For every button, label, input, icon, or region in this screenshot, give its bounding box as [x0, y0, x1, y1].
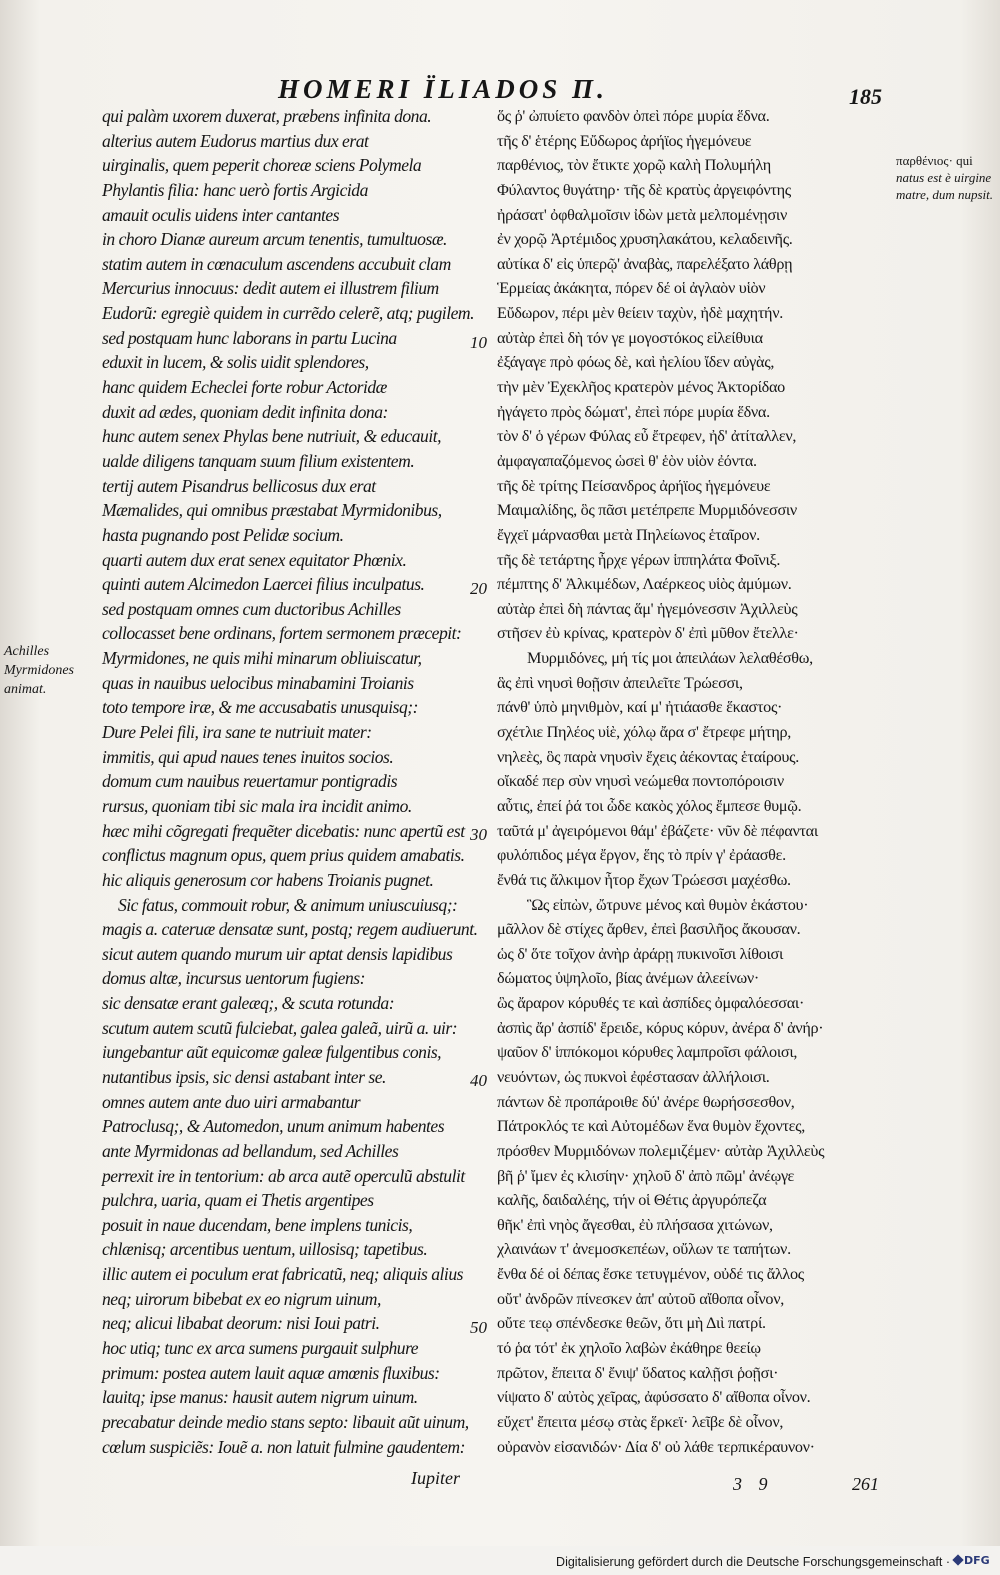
- greek-line: πάντων δὲ προπάροιθε δύ' ἀνέρε θωρήσσεσθον,: [497, 1092, 795, 1111]
- latin-line: ante Myrmidonas ad bellandum, sed Achilles: [102, 1140, 399, 1161]
- greek-line: ταῦτά μ' ἀγειρόμενοι θάμ' ἐβάζετε· νῦν δὲ πέφανται: [497, 821, 818, 840]
- latin-line: omnes autem ante duo uiri armabantur: [102, 1091, 361, 1112]
- latin-line: primum: postea autem lauit aquæ amœnis fluxibus:: [102, 1362, 440, 1383]
- greek-line: οὔτ' ἀνδρῶν πίνεσκεν ἀπ' αὐτοῦ αἴθοπα οἶνον,: [497, 1289, 784, 1308]
- page-number: 185: [849, 84, 882, 109]
- greek-line: ἀσπὶς ἄρ' ἀσπίδ' ἔρειδε, κόρυς κόρυν, ἀνέρα δ' ἀνήρ·: [497, 1018, 824, 1037]
- greek-line: πρῶτον, ἔπειτα δ' ἔνιψ' ὕδατος καλῇσι ῥοῇσι·: [497, 1363, 779, 1382]
- dfg-logo-text: DFG: [964, 1554, 990, 1567]
- greek-line: ἠράσατ' ὀφθαλμοῖσιν ἰδὼν μετὰ μελπομένῃσιν: [497, 205, 787, 224]
- latin-line: immitis, qui apud naues tenes inuitos socios.: [102, 746, 394, 767]
- latin-line: amauit oculis uidens inter cantantes: [102, 204, 340, 225]
- latin-line: collocasset bene ordinans, fortem sermonem præcepit:: [102, 623, 462, 644]
- latin-line: rursus, quoniam tibi sic mala ira incidit animo.: [102, 795, 412, 816]
- latin-line: sed postquam omnes cum ductoribus Achilles: [102, 598, 401, 619]
- greek-line: Μαιμαλίδης, ὃς πᾶσι μετέπρεπε Μυρμιδόνεσσιν: [497, 501, 797, 520]
- greek-line: Πάτροκλός τε καὶ Αὐτομέδων ἕνα θυμὸν ἔχοντες,: [497, 1117, 806, 1136]
- latin-line: hunc autem senex Phylas bene nutriuit, & educauit,: [102, 426, 442, 447]
- latin-line: hoc utiq; tunc ex arca sumens purgauit sulphure: [102, 1338, 419, 1359]
- latin-line: precabatur deinde medio stans septo: libauit aũt uinum,: [102, 1411, 469, 1432]
- greek-line: ψαῦον δ' ἱππόκομοι κόρυθες λαμπροῖσι φάλοισι,: [497, 1043, 798, 1062]
- greek-line: σχέτλιε Πηλέος υἱὲ, χόλῳ ἄρα σ' ἔτρεφε μήτηρ,: [497, 723, 792, 742]
- greek-line: ἐξάγαγε πρὸ φόως δὲ, καὶ ἠελίου ἴδεν αὐγὰς,: [497, 353, 775, 372]
- latin-line: Sic fatus, commouit robur, & animum uniuscuiusq;:: [118, 894, 458, 915]
- latin-line: scutum autem scutũ fulciebat, galea galeã, uirũ a. uir:: [102, 1017, 458, 1038]
- funding-credit: Digitalisierung gefördert durch die Deutsche Forschungsgemeinschaft ·: [556, 1555, 950, 1569]
- line-number: 40: [470, 1071, 487, 1090]
- latin-line: quas in nauibus uelocibus minabamini Troianis: [102, 672, 414, 693]
- latin-line: Mercurius innocuus: dedit autem ei illustrem filium: [102, 278, 439, 299]
- greek-line: Μυρμιδόνες, μή τίς μοι ἀπειλάων λελαθέσθω,: [527, 649, 813, 668]
- greek-line: αὐτίκα δ' εἰς ὑπερῷ' ἀναβὰς, παρελέξατο λάθρῃ: [497, 254, 793, 273]
- greek-line: ὡς δ' ὅτε τοῖχον ἀνὴρ ἀράρῃ πυκινοῖσι λίθοισι: [497, 944, 783, 963]
- latin-line: quarti autem dux erat senex equitator Phœnix.: [102, 549, 407, 570]
- greek-line: ἔγχεϊ μάρνασθαι μετὰ Πηλείωνος ἑταῖρον.: [497, 525, 760, 544]
- greek-line: καλῆς, δαιδαλέης, τήν οἱ Θέτις ἀργυρόπεζα: [497, 1191, 767, 1210]
- greek-line: τὴν μὲν Ἐχεκλῆος κρατερὸν μένος Ἀκτορίδαο: [497, 378, 785, 397]
- greek-line: θῆκ' ἐπὶ νηὸς ἄγεσθαι, ἐὺ πλήσασα χιτώνων,: [497, 1215, 773, 1234]
- latin-line: alterius autem Eudorus martius dux erat: [102, 130, 369, 151]
- greek-line: πρόσθεν Μυρμιδόνων πολεμιζέμεν· αὐτὰρ Ἀχιλλεὺς: [497, 1141, 825, 1160]
- greek-line: ἠγάγετο πρὸς δώματ', ἐπεὶ πόρε μυρία ἕδνα.: [497, 402, 770, 421]
- greek-line: νίψατο δ' αὐτὸς χεῖρας, ἀφύσσατο δ' αἴθοπα οἶνον.: [497, 1388, 811, 1407]
- greek-text-column: [497, 104, 877, 1459]
- latin-line: perrexit ire in tentorium: ab arca autẽ operculũ abstulit: [102, 1165, 465, 1186]
- latin-line: Eudorũ: egregiè quidem in currẽdo celerẽ, atq; pugilem.: [102, 303, 475, 324]
- greek-line: οὐρανὸν εἰσανιδών· Δία δ' οὐ λάθε τερπικέραυνον·: [497, 1437, 815, 1456]
- latin-line: sed postquam hunc laborans in partu Lucina: [102, 327, 397, 348]
- greek-line: τῆς δὲ τρίτης Πείσανδρος ἀρήϊος ἡγεμόνευε: [497, 476, 771, 495]
- greek-line: βῆ ῥ' ἴμεν ἐς κλισίην· χηλοῦ δ' ἀπὸ πῶμ' ἀνέῳγε: [497, 1166, 795, 1185]
- greek-line: ἐν χορῷ Ἀρτέμιδος χρυσηλακάτου, κελαδεινῆς.: [497, 230, 793, 249]
- greek-line: τῆς δὲ τετάρτης ἦρχε γέρων ἱππηλάτα Φοῖνιξ.: [497, 550, 781, 569]
- latin-line: magis a. cateruæ densatæ sunt, postq; regem audiuerunt.: [102, 919, 478, 940]
- latin-line: Patroclusq;, & Automedon, unum animum habentes: [102, 1116, 445, 1137]
- latin-line: illic autem ei poculum erat fabricatũ, neq; aliquis alius: [102, 1264, 463, 1285]
- latin-line: Myrmidones, ne quis mihi minarum obliuiscatur,: [102, 648, 422, 669]
- dfg-logo[interactable]: [954, 1553, 992, 1569]
- greek-line: οἴκαδέ περ σὺν νηυσὶ νεώμεθα ποντοπόροισιν: [497, 772, 784, 791]
- latin-line: tertij autem Pisandrus bellicosus dux erat: [102, 475, 376, 496]
- folio-mark: 261: [852, 1474, 879, 1494]
- latin-line: Dure Pelei fili, ira sane te nutriuit mater:: [102, 722, 372, 743]
- catchword: Iupiter: [411, 1468, 460, 1488]
- greek-line: πάνθ' ὑπὸ μηνιθμὸν, καί μ' ἠτιάασθε ἕκαστος·: [497, 698, 783, 717]
- latin-line: hasta pugnando post Pelidæ socium.: [102, 524, 344, 545]
- greek-line: ὅς ῥ' ὠπυίετο φανδὸν ὀπεὶ πόρε μυρία ἕδνα.: [497, 107, 770, 125]
- line-number: 10: [470, 333, 487, 352]
- margin-note-right-greek: παρθένιος· qui: [896, 153, 973, 168]
- margin-note-right-latin: natus est è uirgine matre, dum nupsit.: [896, 170, 994, 202]
- latin-line: Phylantis filia: hanc uerò fortis Argicida: [102, 179, 368, 200]
- greek-line: τὸν δ' ὁ γέρων Φύλας εὖ ἔτρεφεν, ἠδ' ἀτίταλλεν,: [497, 427, 797, 446]
- signature-mark: 3 9: [733, 1474, 774, 1494]
- greek-line: χλαινάων τ' ἀνεμοσκεπέων, οὔλων τε ταπήτων.: [497, 1240, 791, 1259]
- latin-line: neq; uirorum bibebat ex eo nigrum uinum,: [102, 1288, 381, 1309]
- latin-line: cœlum suspiciẽs: Iouẽ a. non latuit fulmine gaudentem:: [102, 1436, 465, 1457]
- greek-line: πέμπτης δ' Ἀλκιμέδων, Λαέρκεος υἱὸς ἀμύμων.: [497, 575, 792, 594]
- greek-line: εὔχετ' ἔπειτα μέσῳ στὰς ἕρκεϊ· λεῖβε δὲ οἶνον,: [497, 1412, 784, 1431]
- greek-line: μᾶλλον δὲ στίχες ἄρθεν, ἐπεὶ βασιλῆος ἄκουσαν.: [497, 920, 801, 939]
- latin-line: nutantibus ipsis, sic densi astabant inter se.: [102, 1066, 386, 1087]
- greek-line: νηλεὲς, ὃς παρὰ νηυσὶν ἔχεις ἀέκοντας ἑταίρους.: [497, 747, 799, 766]
- line-number: 50: [470, 1318, 487, 1337]
- latin-line: duxit ad ædes, quoniam dedit infinita dona:: [102, 401, 388, 422]
- margin-note-left: Achilles Myrmidones animat.: [4, 644, 74, 697]
- latin-line: hic aliquis generosum cor habens Troianis pugnet.: [102, 869, 434, 890]
- greek-line: Ὣς εἰπὼν, ὤτρυνε μένος καὶ θυμὸν ἑκάστου·: [527, 895, 809, 914]
- latin-line: qui palàm uxorem duxerat, præbens infinita dona.: [102, 106, 432, 126]
- latin-line: sic densatæ erant galeæq;, & scuta rotunda:: [102, 993, 395, 1014]
- greek-line: νευόντων, ὡς πυκνοὶ ἐφέστασαν ἀλλήλοισι.: [497, 1067, 770, 1086]
- latin-line: pulchra, uaria, quam ei Thetis argentipes: [102, 1190, 374, 1211]
- greek-line: τῆς δ' ἑτέρης Εὔδωρος ἀρήϊος ἡγεμόνευε: [497, 131, 752, 150]
- greek-line: Ἑρμείας ἀκάκητα, πόρεν δέ οἱ ἀγλαὸν υἱὸν: [497, 279, 766, 298]
- greek-line: οὔτε τεῳ σπένδεσκε θεῶν, ὅτι μὴ Διὶ πατρί.: [497, 1314, 766, 1333]
- line-number: 20: [470, 579, 487, 598]
- greek-line: ἔνθα δέ οἱ δέπας ἔσκε τετυγμένον, οὐδέ τις ἄλλος: [497, 1265, 804, 1284]
- latin-line: toto tempore iræ, & me accusabatis unusquisq;:: [102, 697, 418, 718]
- greek-line: Φύλαντος θυγάτηρ· τῆς δὲ κρατὺς ἀργειφόντης: [497, 180, 791, 199]
- latin-line: chlænisq; arcentibus uentum, uillosisq; tapetibus.: [102, 1239, 428, 1260]
- latin-line: conflictus magnum opus, quem prius quidem amabatis.: [102, 845, 465, 866]
- running-head: HOMERI ÏLIADOS Π.: [278, 74, 608, 104]
- greek-line: τό ῥα τότ' ἐκ χηλοῖο λαβὼν ἐκάθηρε θεείῳ: [497, 1339, 761, 1358]
- latin-line: Mæmalides, qui omnibus præstabat Myrmidonibus,: [102, 500, 442, 521]
- greek-line: ἃς ἐπὶ νηυσὶ θοῇσιν ἀπειλεῖτε Τρώεσσι,: [497, 673, 743, 692]
- latin-line: domum cum nauibus reuertamur pontigradis: [102, 771, 398, 792]
- latin-line: in choro Dianæ aureum arcum tenentis, tumultuosæ.: [102, 229, 447, 250]
- greek-line: ἔνθά τις ἄλκιμον ἦτορ ἔχων Τρώεσσι μαχέσθω.: [497, 870, 791, 889]
- latin-line: quinti autem Alcimedon Laercei filius inculpatus.: [102, 574, 425, 595]
- latin-line: lauitq; ipse manus: hausit autem nigrum uinum.: [102, 1387, 418, 1408]
- latin-line: sicut autem quando murum uir aptat densis lapidibus: [102, 943, 453, 964]
- greek-line: αὐτὰρ ἐπεὶ δὴ πάντας ἅμ' ἡγεμόνεσσιν Ἀχιλλεὺς: [497, 599, 798, 618]
- greek-line: Εὔδωρον, πέρι μὲν θείειν ταχὺν, ἠδὲ μαχητήν.: [497, 304, 783, 323]
- greek-line: παρθένιος, τὸν ἔτικτε χορῷ καλὴ Πολυμήλη: [497, 156, 771, 175]
- latin-line: iungebantur aũt equicomæ galeæ fulgentibus conis,: [102, 1042, 442, 1063]
- latin-line: ualde diligens tanquam suum filium existentem.: [102, 450, 415, 471]
- line-number: 30: [470, 825, 487, 844]
- greek-line: δώματος ὑψηλοῖο, βίας ἀνέμων ἀλεείνων·: [497, 969, 759, 988]
- latin-line: posuit in naue ducendam, bene implens tunicis,: [102, 1214, 413, 1235]
- greek-line: ἀμφαγαπαζόμενος ὡσεὶ θ' ἑὸν υἱὸν ἐόντα.: [497, 451, 757, 470]
- greek-line: αὐτὰρ ἐπεὶ δὴ τόν γε μογοστόκος εἰλείθυια: [497, 328, 763, 347]
- latin-line: neq; alicui libabat deorum: nisi Ioui patri.: [102, 1313, 380, 1334]
- latin-line: hæc mihi cõgregati frequẽter dicebatis: nunc apertũ est: [102, 820, 465, 841]
- greek-line: στῆσεν ἐὺ κρίνας, κρατερὸν δ' ἐπὶ μῦθον ἔτελλε·: [497, 624, 799, 643]
- greek-line: αὖτις, ἐπεί ῥά τοι ὧδε κακὸς χόλος ἔμπεσε θυμῷ.: [497, 796, 802, 815]
- greek-line: ὣς ἄραρον κόρυθές τε καὶ ἀσπίδες ὀμφαλόεσσαι·: [497, 994, 805, 1013]
- latin-line: domus altæ, incursus uentorum fugiens:: [102, 968, 365, 989]
- latin-translation-column: [102, 104, 478, 1459]
- latin-line: uirginalis, quem peperit choreæ sciens Polymela: [102, 155, 422, 176]
- dfg-logo-mark: [952, 1554, 963, 1565]
- latin-line: hanc quidem Echeclei forte robur Actoridæ: [102, 377, 387, 398]
- latin-line: eduxit in lucem, & solis uidit splendores,: [102, 352, 369, 373]
- latin-line: statim autem in cœnaculum ascendens accubuit clam: [102, 253, 451, 274]
- greek-line: φυλόπιδος μέγα ἔργον, ἕης τὸ πρίν γ' ἐράασθε.: [497, 846, 786, 865]
